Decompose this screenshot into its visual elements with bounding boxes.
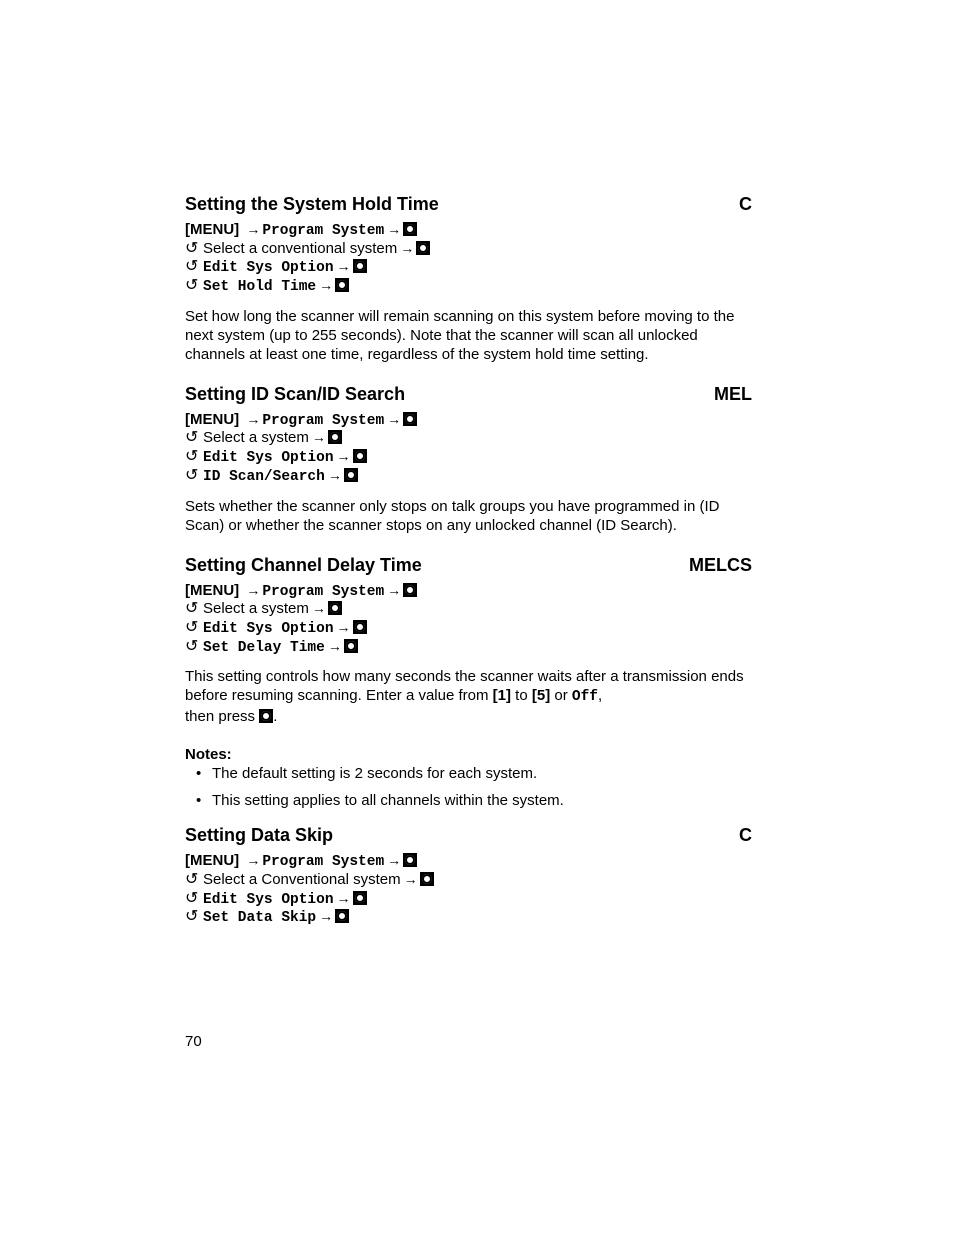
menu-step [185, 870, 752, 889]
section-channel-delay-time [185, 553, 752, 811]
scroll-knob-icon [403, 222, 417, 236]
arrow-icon: → [336, 618, 351, 635]
menu-step [185, 410, 752, 429]
arrow-icon: → [246, 221, 261, 237]
arrow-icon: → [311, 600, 326, 617]
section-header [185, 823, 752, 847]
section-system-hold-time [185, 192, 752, 364]
system-type-tag: MEL [714, 383, 752, 404]
off-value: Off [571, 689, 599, 706]
desc-text: to [511, 687, 532, 705]
step-text: ID Scan/Search [203, 468, 325, 485]
rotate-icon: ↺ [185, 908, 199, 926]
step-text: Select a system [203, 600, 309, 618]
section-data-skip [185, 823, 752, 926]
scroll-knob-icon [353, 620, 367, 634]
scroll-knob-icon [416, 241, 430, 255]
key-5: [5] [531, 687, 551, 705]
menu-step [185, 257, 752, 276]
menu-step [185, 276, 752, 295]
section-description: This setting controls how many seconds the scanner waits after a transmission ends before resuming scanning. Enter a value from [1] to [5] or Off, then press . [185, 668, 744, 726]
notes-list [185, 764, 752, 810]
step-text: Program System [262, 412, 385, 429]
section-title: Setting Data Skip [185, 825, 334, 846]
step-text: Select a Conventional system [203, 870, 401, 888]
step-text: Set Delay Time [203, 639, 325, 656]
bullet-icon: • [196, 765, 202, 783]
scroll-knob-icon [353, 891, 367, 905]
scroll-knob-icon [353, 449, 367, 463]
notes-heading: Notes: [185, 746, 232, 764]
step-text: Program System [262, 583, 385, 600]
section-title: Setting the System Hold Time [185, 194, 439, 214]
menu-key-label: [MENU] [185, 410, 240, 428]
desc-text: then press [185, 708, 256, 726]
section-id-scan-search [185, 382, 752, 535]
note-item [185, 791, 752, 810]
arrow-icon: → [336, 448, 351, 465]
section-title: Setting Channel Delay Time [185, 554, 422, 575]
arrow-icon: → [336, 889, 351, 906]
rotate-icon: ↺ [185, 448, 199, 466]
arrow-icon: → [246, 410, 261, 427]
section-header [185, 382, 752, 406]
step-text: Select a conventional system [203, 239, 398, 257]
rotate-icon: ↺ [185, 258, 199, 276]
menu-steps [185, 410, 752, 485]
menu-step [185, 599, 752, 618]
rotate-icon: ↺ [185, 870, 199, 888]
arrow-icon: → [246, 581, 261, 598]
step-text: Set Hold Time [203, 279, 317, 296]
menu-step [185, 637, 752, 656]
rotate-icon: ↺ [185, 466, 199, 484]
menu-steps [185, 220, 752, 295]
scroll-knob-icon [335, 909, 349, 923]
menu-step [185, 428, 752, 447]
arrow-icon: → [387, 581, 402, 598]
menu-step [185, 618, 752, 637]
section-header [185, 553, 752, 577]
menu-key-label: [MENU] [185, 221, 240, 238]
menu-steps [185, 581, 752, 656]
scroll-knob-icon [328, 430, 342, 444]
arrow-icon: → [319, 908, 334, 925]
desc-text: , [598, 687, 603, 705]
system-type-tag: MELCS [689, 554, 752, 575]
scroll-knob-icon [403, 583, 417, 597]
menu-steps [185, 851, 752, 926]
section-title: Setting ID Scan/ID Search [185, 383, 406, 404]
rotate-icon: ↺ [185, 637, 199, 655]
system-type-tag: C [739, 194, 752, 214]
note-text: This setting applies to all channels within the system. [212, 792, 564, 810]
step-text: Set Data Skip [203, 910, 317, 927]
scroll-knob-icon [335, 278, 349, 292]
arrow-icon: → [319, 277, 334, 294]
key-1: [1] [492, 687, 512, 705]
page-content [185, 192, 752, 926]
step-text: Edit Sys Option [203, 450, 334, 467]
menu-step [185, 447, 752, 466]
scroll-knob-icon [344, 468, 358, 482]
menu-step [185, 466, 752, 485]
menu-step [185, 220, 752, 239]
arrow-icon: → [311, 429, 326, 446]
rotate-icon: ↺ [185, 600, 199, 618]
scroll-knob-icon [420, 872, 434, 886]
scroll-knob-icon [328, 601, 342, 615]
arrow-icon: → [387, 221, 402, 237]
scroll-knob-icon [403, 853, 417, 867]
rotate-icon: ↺ [185, 277, 199, 295]
menu-key-label: [MENU] [185, 581, 240, 599]
arrow-icon: → [400, 239, 415, 256]
menu-step [185, 907, 752, 926]
arrow-icon: → [246, 852, 261, 869]
scroll-knob-icon [353, 259, 367, 273]
step-text: Edit Sys Option [203, 891, 334, 908]
menu-step [185, 239, 752, 258]
arrow-icon: → [336, 258, 351, 275]
menu-key-label: [MENU] [185, 852, 240, 870]
step-text: Select a system [203, 429, 309, 447]
desc-text: This setting controls how many seconds the scanner waits after a transmission ends before resuming scanning. Enter a value from [185, 668, 744, 705]
arrow-icon: → [387, 410, 402, 427]
step-text: Edit Sys Option [203, 620, 334, 637]
section-description: Set how long the scanner will remain scanning on this system before moving to the next system (up to 255 seconds). Note that the scanner will scan all unlocked channels at least one time, regardless of the system hold time setting. [185, 307, 735, 363]
rotate-icon: ↺ [185, 429, 199, 447]
section-header [185, 192, 752, 216]
arrow-icon: → [327, 637, 342, 654]
step-text: Program System [262, 854, 385, 871]
rotate-icon: ↺ [185, 239, 199, 257]
scroll-knob-icon [344, 639, 358, 653]
note-item [185, 764, 752, 783]
rotate-icon: ↺ [185, 618, 199, 636]
desc-text: or [550, 687, 572, 705]
scroll-knob-icon [403, 412, 417, 426]
step-text: Edit Sys Option [203, 260, 334, 277]
scroll-knob-icon [259, 709, 273, 723]
section-description: Sets whether the scanner only stops on talk groups you have programmed in (ID Scan) or whether the scanner stops on any unlocked channel (ID Search). [185, 497, 720, 534]
rotate-icon: ↺ [185, 889, 199, 907]
page-number: 70 [185, 1033, 202, 1050]
arrow-icon: → [387, 852, 402, 869]
menu-step [185, 889, 752, 908]
arrow-icon: → [403, 870, 418, 887]
note-text: The default setting is 2 seconds for each system. [212, 765, 538, 783]
menu-step [185, 851, 752, 870]
bullet-icon: • [196, 792, 202, 810]
system-type-tag: C [739, 825, 752, 846]
step-text: Program System [262, 223, 385, 239]
arrow-icon: → [327, 466, 342, 483]
menu-step [185, 581, 752, 600]
